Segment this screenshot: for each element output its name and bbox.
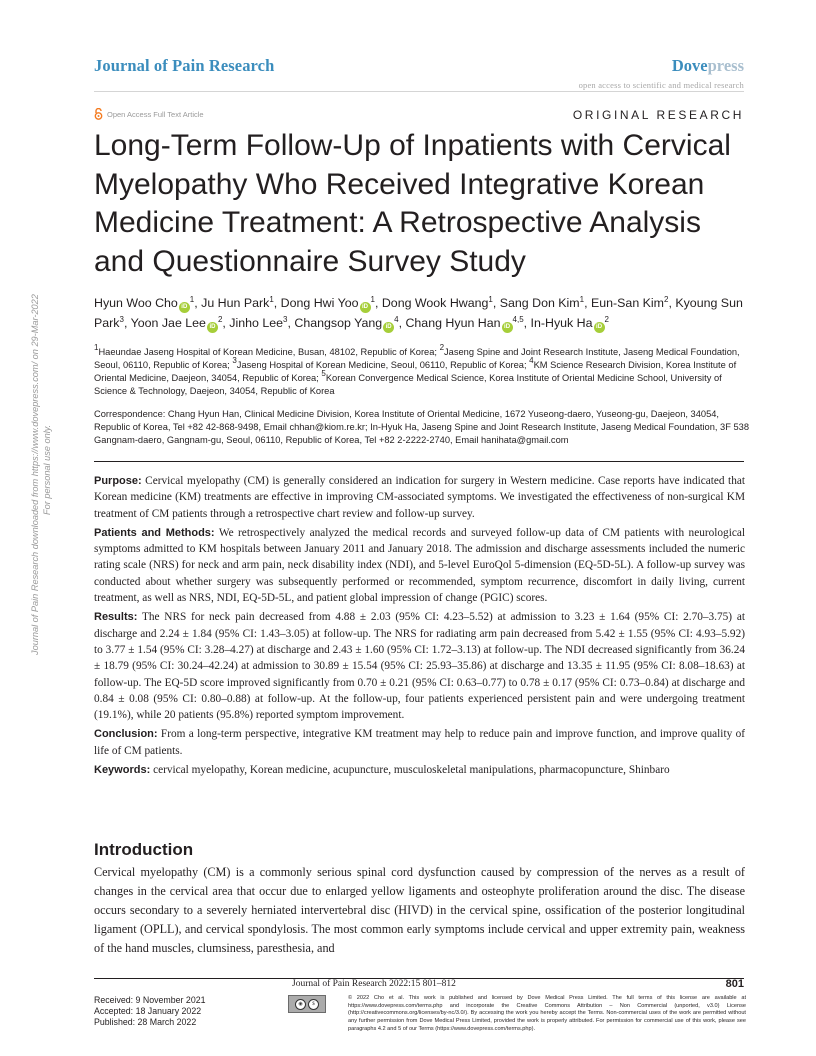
header-divider — [94, 91, 744, 92]
page-number: 801 — [725, 978, 744, 990]
author-name: Sang Don Kim — [499, 296, 580, 310]
author — [382, 296, 493, 310]
abstract-purpose — [94, 473, 745, 522]
author-name: In-Hyuk Ha — [530, 316, 593, 330]
author-affiliation-number: 2 — [217, 315, 223, 324]
creative-commons-icon — [288, 995, 326, 1013]
abstract-conclusion — [94, 726, 745, 759]
author-affiliation-number: 4 — [394, 315, 399, 324]
open-access-badge — [94, 108, 204, 120]
author — [229, 316, 287, 330]
received-date: Received: 9 November 2021 — [94, 995, 206, 1005]
author-affiliation-number: 2 — [664, 295, 669, 304]
orcid-icon[interactable]: iD — [360, 302, 371, 313]
article-title: Long-Term Follow-Up of Inpatients with Cervical Myelopathy Who Received Integrative Korean Medicine Treatment: A Retrospective Analysis and Questionnaire Survey Study — [94, 129, 731, 278]
orcid-icon[interactable]: iD — [179, 302, 190, 313]
cc-by-icon: ◉ — [295, 999, 306, 1010]
abstract-purpose-label: Purpose: — [94, 475, 142, 487]
abstract-methods — [94, 525, 745, 606]
accepted-date: Accepted: 18 January 2022 — [94, 1006, 202, 1016]
affiliation-number: 3 — [232, 356, 237, 365]
author — [281, 296, 375, 310]
author — [201, 296, 274, 310]
affiliation-number: 4 — [529, 356, 534, 365]
author-affiliation-number: 3 — [283, 315, 288, 324]
download-watermark-line2: For personal use only. — [42, 424, 52, 515]
author-affiliation-number: 1 — [370, 295, 375, 304]
abstract-results — [94, 609, 745, 723]
affiliation-number: 1 — [94, 343, 99, 352]
abstract-purpose-text: Cervical myelopathy (CM) is generally considered an indication for surgery in Western medicine. Case reports have indicated that Korean medicine (KM) treatments are effective in improving CM-associated symptoms. We investigated the effectiveness of non-surgical KM treatment of CM patients through a retrospective chart review and follow-up survey. — [94, 475, 745, 520]
affiliation-text: KM Science Research Division, Korea Institute of Oriental Medicine, Daejeon, 34054, Republic of Korea; — [94, 360, 737, 383]
abstract-conclusion-label: Conclusion: — [94, 728, 158, 741]
abstract-methods-text: We retrospectively analyzed the medical records and surveyed follow-up data of CM patients with neurological symptoms admitted to KM hospitals between January 2011 and January 2018. The admission and discharge assessments included the numeric rating scale (NRS) for neck and arm pain, neck disability index (NDI), and 5-level EuroQol 5-dimension (EQ-5D-5L). A follow-up survey was conducted about whether surgery was subsequently performed or recommended, symptom recurrence, discomfort in daily living, current treatment, as well as NRS, NDI, EQ-5D-5L, and patient global impression of change (PGIC) scores. — [94, 526, 746, 605]
open-access-lock-icon — [94, 108, 103, 120]
author-affiliation-number: 1 — [269, 295, 274, 304]
author-name: Jinho Lee — [229, 316, 284, 330]
orcid-icon[interactable]: iD — [383, 322, 394, 333]
publisher-logo-part-a: Dove — [671, 56, 708, 75]
author-affiliation-number: 2 — [604, 315, 609, 324]
affiliation-text: Haeundae Jaseng Hospital of Korean Medicine, Busan, 48102, Republic of Korea; — [98, 347, 440, 357]
author-name: Eun-San Kim — [590, 296, 664, 310]
journal-name: Journal of Pain Research — [94, 56, 275, 75]
author — [531, 316, 609, 330]
article-dates — [94, 995, 206, 1028]
license-text: © 2022 Cho et al. This work is published and licensed by Dove Medical Press Limited. The full terms of this license are available at https://www.dovepress.com/terms.php and incorporate the Creative Commons Attribution – Non Commercial (unported, v3.0) License (http://creativecommons.org/licenses/by-nc/3.0/). By accessing the work you hereby accept the Terms. Non-commercial uses of the work are permitted without any further permission from Dove Medical Press Limited, provided the work is properly attributed. For permission for commercial use of this work, please see paragraphs 4.2 and 5 of our Terms (https://www.dovepress.com/terms.php). — [348, 995, 746, 1032]
download-watermark-line1: Journal of Pain Research downloaded from https://www.dovepress.com/ on 29-Mar-2022 — [30, 294, 40, 655]
orcid-icon[interactable]: iD — [207, 322, 218, 333]
author-affiliation-number: 1 — [488, 295, 493, 304]
author-name: Hyun Woo Cho — [94, 296, 178, 310]
orcid-icon[interactable]: iD — [594, 322, 605, 333]
affiliation — [94, 343, 440, 357]
abstract-conclusion-text: From a long-term perspective, integrative KM treatment may help to reduce pain and improve function, and improve quality of life of CM patients. — [94, 728, 745, 757]
author-name: Chang Hyun Han — [405, 316, 501, 330]
author-name: Dong Wook Hwang — [381, 296, 489, 310]
abstract-results-text: The NRS for neck pain decreased from 4.88 ± 2.03 (95% CI: 4.23–5.52) at admission to 3.23 ± 1.64 (95% CI: 2.70–3.75) at discharge and 2.24 ± 1.84 (95% CI: 1.43–3.05) at follow-up. The NRS for radiating arm pain decreased from 5.42 ± 1.55 (95% CI: 4.93–5.92) to 3.77 ± 1.54 (95% CI: 3.28–4.27) at discharge and 2.43 ± 1.60 (95% CI: 1.72–3.13) at follow-up. The NDI decreased significantly from 36.24 ± 18.79 (95% CI: 30.24–42.24) at admission to 30.89 ± 15.54 (95% CI: 25.93–35.86) at discharge and 13.35 ± 11.95 (95% CI: 8.08–18.63) at follow-up. The EQ-5D score improved significantly from 0.70 ± 0.21 (95% CI: 0.63–0.77) to 0.78 ± 0.17 (95% CI: 0.73–0.84) at discharge and 0.84 ± 0.08 (95% CI: 0.80–0.88) at follow-up. At the follow-up, four patients experienced persistent pain and were undergoing treatment (19.1%), while 20 patients (95.8%) reported symptom improvement. — [94, 611, 745, 722]
author — [94, 296, 194, 310]
abstract-results-label: Results: — [94, 611, 138, 624]
orcid-icon[interactable]: iD — [502, 322, 513, 333]
abstract-keywords-label: Keywords: — [94, 764, 151, 777]
correspondence: Correspondence: Chang Hyun Han, Clinical Medicine Division, Korea Institute of Oriental Medicine, 1672 Yuseong-daero, Yuseong-gu, Daejeon, 34054, Republic of Korea, Tel +82 42-868-9498, Email chhan@kiom.re.kr; In-Hyuk Ha, Jaseng Spine and Joint Research Institute, Jaseng Medical Foundation, 3F 538 Gangnam-daero, Gangnam-gu, Seoul, 06110, Republic of Korea, Tel +82 2-2222-2740, Email hanihata@gmail.com — [94, 409, 749, 445]
abstract-divider — [94, 461, 744, 462]
author-name: Ju Hun Park — [201, 296, 270, 310]
abstract-methods-label: Patients and Methods: — [94, 526, 215, 539]
author-list: Hyun Woo Cho $iD^1$, Ju Hun Park$^1$, Dong Hwi Yoo $iD^1$, Dong Wook Hwang$^1$, Sang Don Kim$^1$, Eun-San Kim$^2$, Kyoung Sun Park$^3$, Yoon Jae Lee $iD^2$, Jinho Lee$^3$, Changsop Yang $iD^4$, Chang Hyun Han iD$^{4,5}$, In-Hyuk Ha $iD^2$ — [94, 293, 754, 333]
introduction-body: Cervical myelopathy (CM) is a commonly serious spinal cord dysfunction caused by compression of the nerves as a result of changes in the cervical area that occur due to enlarged yellow ligaments and osteophyte proliferation around the disc. The disease occurs secondary to a severely herniated intervertebral disc (HIVD) in the cervical spine, ossification of the posterior longitudinal ligament (OPLL), and cervical spondylosis. The most common early symptoms include cervical and upper extremity pain, weakness of the hand muscles, clumsiness, paresthesia, and — [94, 865, 745, 955]
publisher-tagline: open access to scientific and medical research — [578, 80, 744, 90]
affiliation-text: Korean Convergence Medical Science, Korea Institute of Oriental Medicine School, University of Science & Technology, Daejeon, 34054, Republic of Korea — [94, 373, 722, 396]
author — [131, 316, 223, 330]
affiliation-number: 2 — [439, 343, 445, 352]
introduction-heading: Introduction — [94, 840, 194, 859]
open-access-label: Open Access Full Text Article — [107, 109, 204, 119]
affiliation-text: Jaseng Hospital of Korean Medicine, Seoul, 06110, Republic of Korea; — [236, 360, 530, 370]
article-type: ORIGINAL RESEARCH — [572, 108, 744, 122]
author-affiliation-number: 1 — [579, 295, 585, 304]
author — [591, 296, 668, 310]
abstract-keywords-text: cervical myelopathy, Korean medicine, acupuncture, musculoskeletal manipulations, pharmacopuncture, Shinbaro — [150, 764, 670, 777]
publisher-logo — [672, 56, 744, 76]
publisher-logo-part-b: press — [707, 56, 744, 75]
abstract-keywords — [94, 762, 745, 778]
published-date: Published: 28 March 2022 — [94, 1017, 197, 1027]
author-affiliation-number: 4,5 — [512, 315, 524, 324]
author-name: Changsop Yang — [294, 316, 383, 330]
abstract — [94, 473, 745, 781]
affiliations — [94, 343, 754, 398]
author — [294, 316, 398, 330]
author — [500, 296, 584, 310]
author-affiliation-number: 3 — [119, 315, 124, 324]
author — [405, 316, 523, 330]
download-watermark — [12, 260, 72, 660]
author-name: Yoon Jae Lee — [130, 316, 206, 330]
author-name: Dong Hwi Yoo — [280, 296, 359, 310]
author-name: Kyoung Sun Park — [94, 296, 743, 330]
footer-citation: Journal of Pain Research 2022:15 801–812 — [292, 979, 456, 989]
affiliation — [232, 356, 530, 370]
author-affiliation-number: 1 — [189, 295, 195, 304]
affiliation-text: Jaseng Spine and Joint Research Institute, Jaseng Medical Foundation, Seoul, 06110, Republic of Korea; — [94, 347, 740, 370]
affiliation-number: 5 — [321, 369, 326, 378]
cc-nc-icon: $ — [308, 999, 319, 1010]
